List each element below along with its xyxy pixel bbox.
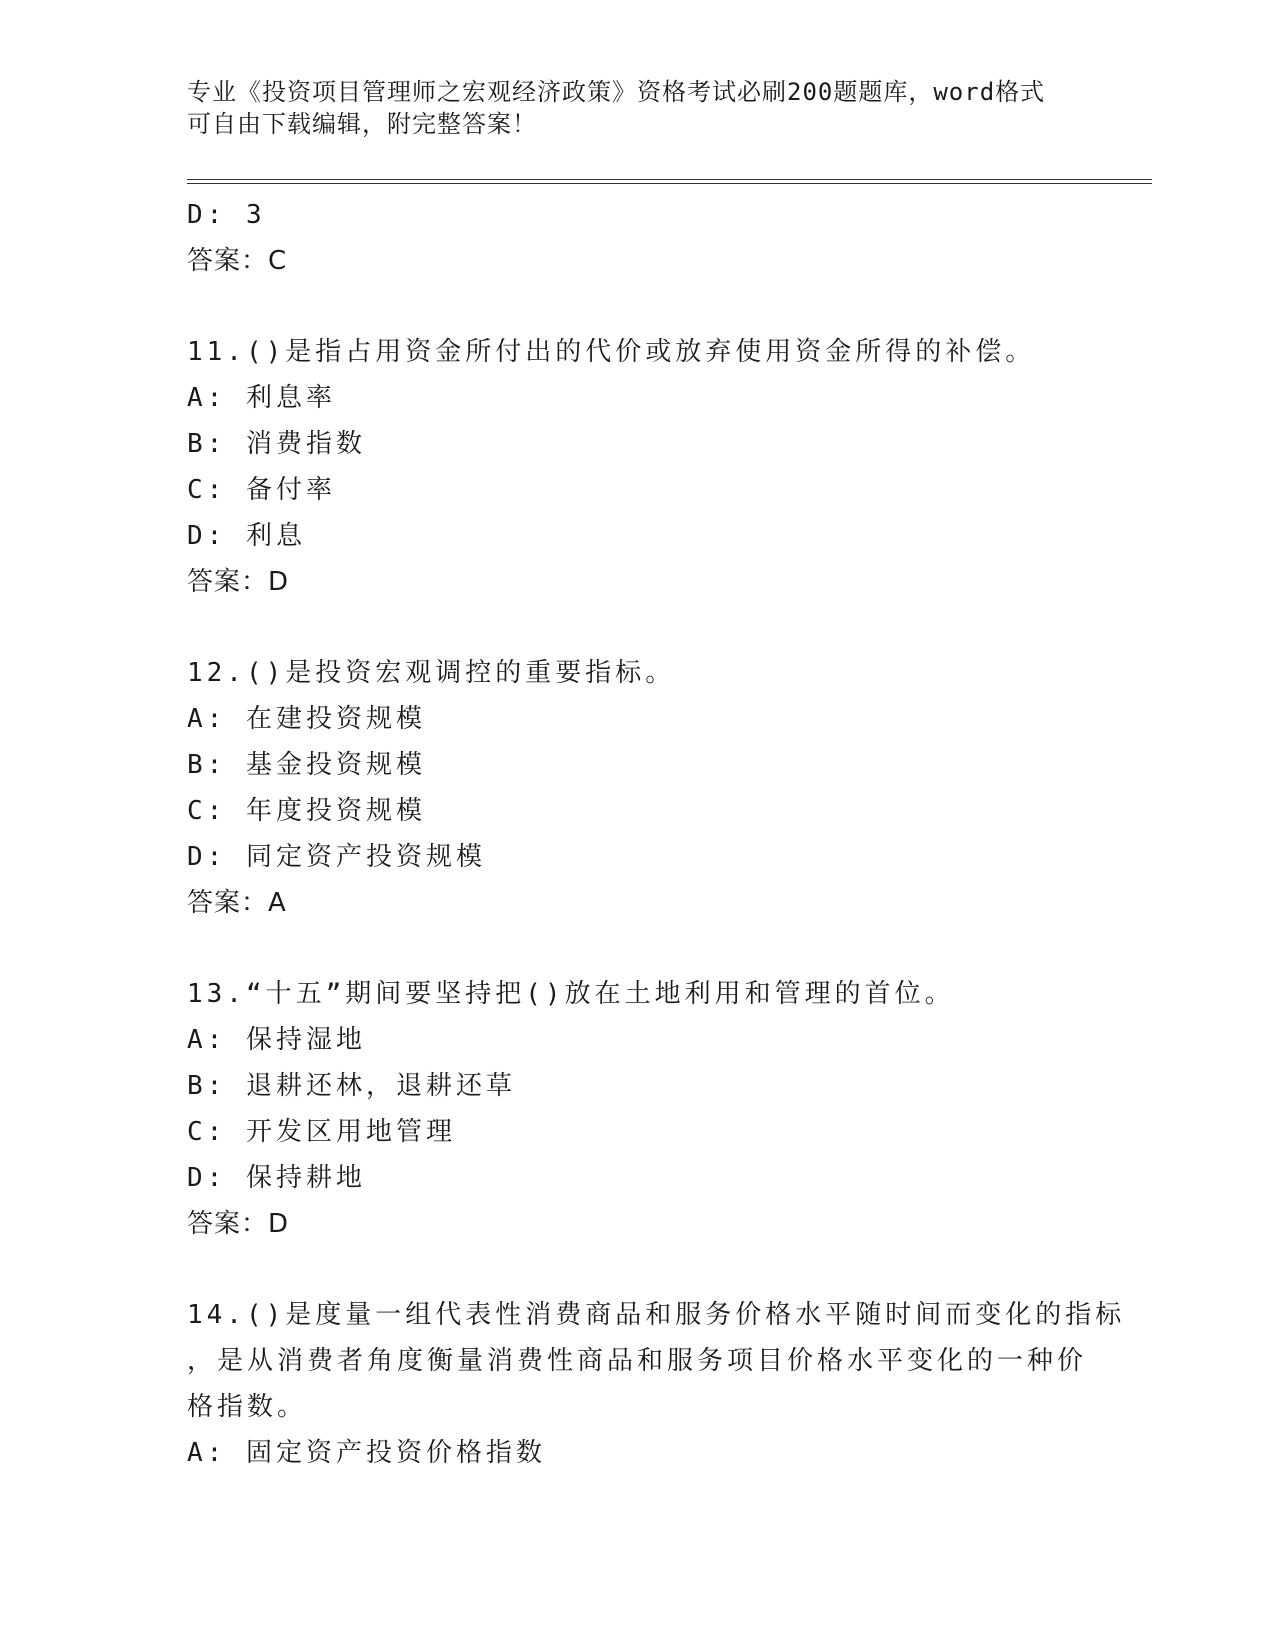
option-c: C: 备付率: [187, 475, 336, 505]
answer-line: 答案：A: [187, 888, 287, 918]
answer-line: 答案：C: [187, 246, 288, 276]
spacer: [187, 284, 1087, 329]
option-b: B: 基金投资规模: [187, 750, 426, 780]
header-divider-top: [187, 179, 1152, 180]
spacer: [187, 1247, 1087, 1292]
answer-line: 答案：D: [187, 1209, 290, 1239]
option-c: C: 开发区用地管理: [187, 1117, 456, 1147]
spacer: [187, 605, 1087, 650]
option-a: A: 保持湿地: [187, 1025, 366, 1055]
option-d: D: 3: [187, 200, 266, 230]
question-stem: 13.“十五”期间要坚持把()放在土地利用和管理的首位。: [187, 979, 955, 1009]
option-b: B: 退耕还林，退耕还草: [187, 1071, 516, 1101]
answer-line: 答案：D: [187, 567, 290, 597]
question-stem-line-1: 14.()是度量一组代表性消费商品和服务价格水平随时间而变化的指标: [187, 1300, 1126, 1330]
question-stem-line-2: ，是从消费者角度衡量消费性商品和服务项目价格水平变化的一种价: [187, 1346, 1088, 1376]
option-d: D: 同定资产投资规模: [187, 842, 486, 872]
question-stem: 11.()是指占用资金所付出的代价或放弃使用资金所得的补偿。: [187, 337, 1036, 367]
header-divider-bottom: [187, 183, 1152, 184]
option-b: B: 消费指数: [187, 429, 366, 459]
option-d: D: 保持耕地: [187, 1163, 366, 1193]
document-header: 专业《投资项目管理师之宏观经济政策》资格考试必刷200题题库，word格式可自由下载编辑，附完整答案！: [187, 78, 1046, 138]
question-list: [187, 192, 1126, 1476]
option-a: A: 利息率: [187, 383, 336, 413]
question-stem-line-3: 格指数。: [187, 1392, 308, 1422]
option-a: A: 固定资产投资价格指数: [187, 1438, 546, 1468]
option-a: A: 在建投资规模: [187, 704, 426, 734]
option-d: D: 利息: [187, 521, 306, 551]
option-c: C: 年度投资规模: [187, 796, 426, 826]
question-stem: 12.()是投资宏观调控的重要指标。: [187, 658, 676, 688]
spacer: [187, 926, 1087, 971]
